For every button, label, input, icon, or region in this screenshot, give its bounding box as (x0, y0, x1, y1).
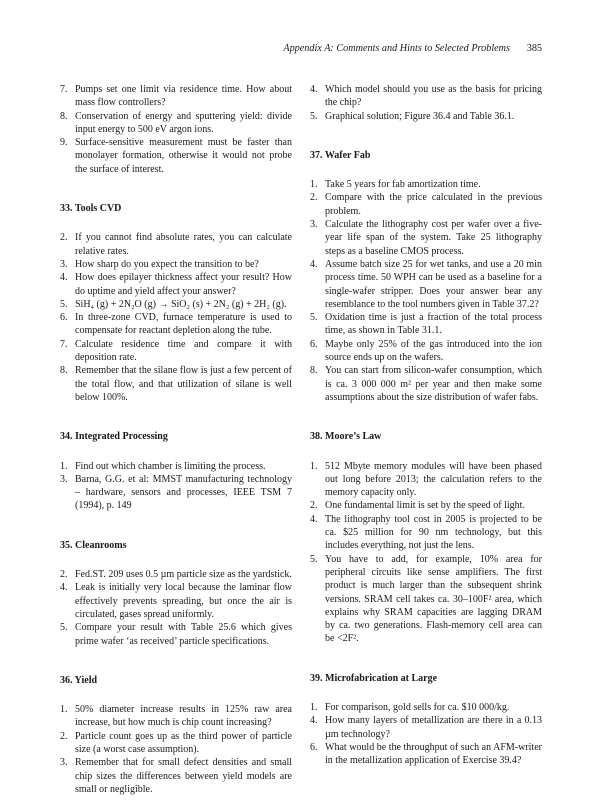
section-heading: 38. Moore’s Law (310, 431, 382, 443)
section-heading: 34. Integrated Processing (60, 431, 168, 443)
problem-item (60, 364, 292, 404)
problem-item (310, 513, 542, 553)
item-text: If you cannot find absolute rates, you can calculate relative rates. (75, 232, 292, 257)
item-text: Graphical solution; Figure 36.4 and Table 36.1. (325, 110, 515, 122)
item-text: Remember that the silane flow is just a few percent of the total flow, and that utilization of silane is well below 100%. (75, 365, 292, 403)
problem-list (60, 83, 292, 176)
item-text: Take 5 years for fab amortization time. (325, 179, 481, 191)
item-number: 3. (60, 473, 68, 485)
right-column (310, 83, 542, 767)
item-text: One fundamental limit is set by the speed of light. (325, 500, 525, 512)
problem-item (60, 298, 292, 311)
problem-item (310, 741, 542, 768)
problem-list (310, 83, 542, 123)
page-number: 385 (526, 43, 542, 54)
item-number: 8. (60, 110, 68, 122)
item-text: 512 Mbyte memory modules will have been phased out long before 2013; the calculation refers to the memory capacity only. (325, 460, 542, 499)
item-number: 5. (310, 312, 318, 324)
problem-list (310, 178, 542, 404)
problem-item (310, 714, 542, 741)
item-text: Remember that for small defect densities and small chip sizes the differences between yield models are small or negligible. (75, 757, 292, 795)
problem-item (60, 83, 292, 110)
item-text: Maybe only 25% of the gas introduced into the ion source ends up on the wafers. (325, 338, 542, 364)
item-text: Compare your result with Table 25.6 which gives prime wafer ‘as received’ particle specifications. (75, 622, 292, 647)
item-text: 50% diameter increase results in 125% raw area increase, but how much is chip count increasing? (75, 704, 292, 729)
problem-list (60, 703, 292, 796)
problem-item (60, 136, 292, 176)
item-text: Oxidation time is just a fraction of the total process time, as shown in Table 31.1. (325, 312, 542, 337)
item-number: 9. (60, 137, 68, 149)
item-number: 1. (60, 704, 68, 716)
item-number: 3. (60, 757, 68, 769)
item-number: 4. (60, 582, 68, 594)
item-number: 6. (60, 312, 68, 324)
problem-list (60, 568, 292, 648)
section (310, 672, 542, 768)
item-text: Conservation of energy and sputtering yield: divide input energy to 500 eV argon ions. (75, 110, 292, 135)
item-number: 4. (310, 513, 318, 525)
item-text: Fed.ST. 209 uses 0.5 µm particle size as the yardstick. (75, 569, 292, 581)
item-text: What would be the throughput of such an AFM-writer in the metallization application of Exercise 39.4? (325, 741, 542, 767)
problem-item (60, 473, 292, 513)
item-number: 3. (60, 258, 68, 270)
problem-item (310, 218, 542, 258)
item-text: Which model should you use as the basis for pricing the chip? (325, 84, 542, 109)
problem-list (60, 460, 292, 513)
problem-item (310, 311, 542, 338)
item-number: 7. (60, 84, 68, 95)
problem-item (60, 568, 292, 581)
problem-item (60, 581, 292, 621)
item-number: 5. (60, 622, 68, 634)
item-text: You can start from silicon-wafer consumption, which is ca. 3 000 000 m² per year and then make some assumptions about the size distribution of wafer fabs. (325, 365, 542, 403)
problem-item (60, 338, 292, 365)
item-number: 6. (310, 338, 318, 350)
item-text: Find out which chamber is limiting the process. (75, 460, 266, 472)
item-text: Assume batch size 25 for wet tanks, and use a 20 min process time. 50 WPH can be used as a baseline for a single-wafer stripper. Does your answer bear any resemblance to the tool numbers given in Table 37.2? (325, 258, 542, 310)
problem-item (60, 110, 292, 137)
item-number: 2. (60, 232, 68, 244)
problem-item (60, 311, 292, 338)
running-title: Appendix A: Comments and Hints to Selected Problems (283, 43, 510, 54)
problem-list (60, 231, 292, 404)
problem-item (310, 178, 542, 191)
item-number: 8. (60, 365, 68, 377)
item-number: 4. (310, 258, 318, 270)
problem-item (310, 258, 542, 311)
item-number: 5. (60, 298, 68, 310)
problem-item (310, 338, 542, 365)
item-text: For comparison, gold sells for ca. $10 000/kg. (325, 701, 510, 713)
section (60, 202, 292, 404)
item-number: 1. (310, 179, 318, 191)
problem-item (60, 703, 292, 730)
section-heading: 37. Wafer Fab (310, 149, 371, 161)
problem-item (60, 730, 292, 757)
section (310, 430, 542, 645)
problem-item (310, 553, 542, 646)
item-text: How sharp do you expect the transition to be? (75, 258, 259, 270)
item-text: In three-zone CVD, furnace temperature is used to compensate for reactant depletion along the tube. (75, 312, 292, 337)
problem-item (310, 460, 542, 500)
section-heading: 33. Tools CVD (60, 203, 122, 215)
item-number: 6. (310, 741, 318, 753)
section-heading: 36. Yield (60, 674, 98, 686)
item-number: 5. (310, 110, 318, 122)
item-number: 1. (310, 701, 318, 713)
section (60, 430, 292, 512)
item-number: 1. (310, 460, 318, 472)
section (60, 674, 292, 796)
item-text: Calculate the lithography cost per wafer over a five-year life span of the system. Take 25 lithography steps as a baseline CMOS process. (325, 219, 542, 257)
item-text: Surface-sensitive measurement must be faster than monolayer formation, otherwise it would not probe the surface of interest. (75, 137, 292, 175)
problem-item (60, 460, 292, 473)
item-text: SiH₄ (g) + 2N₂O (g) → SiO₂ (s) + 2N₂ (g) + 2H₂ (g). (75, 298, 287, 310)
item-number: 2. (310, 500, 318, 512)
item-number: 4. (310, 84, 318, 95)
problem-item (310, 83, 542, 110)
item-number: 2. (60, 730, 68, 742)
problem-item (60, 271, 292, 298)
problem-list (310, 701, 542, 767)
section (310, 149, 542, 404)
item-text: Pumps set one limit via residence time. How about mass flow controllers? (75, 84, 292, 109)
item-text: How many layers of metallization are there in a 0.13 µm technology? (325, 715, 542, 740)
section (60, 539, 292, 648)
item-number: 2. (60, 569, 68, 581)
item-number: 4. (310, 715, 318, 727)
item-text: You have to add, for example, 10% area for peripheral circuits like sense amplifiers. The first product is much larger than the subsequent shrink versions. SRAM cell takes ca. 30–100F² area, which explains why SRAM capacities are lagging DRAM by ca. two generations. Flash-memory cell area can be <2F². (325, 553, 542, 645)
item-text: Compare with the price calculated in the previous problem. (325, 192, 542, 217)
problem-list (310, 460, 542, 646)
section-heading: 35. Cleanrooms (60, 539, 127, 551)
left-column (60, 83, 292, 796)
item-number: 2. (310, 192, 318, 204)
item-text: Particle count goes up as the third power of particle size (a worst case assumption). (75, 730, 292, 755)
item-number: 4. (60, 272, 68, 284)
item-number: 3. (310, 219, 318, 231)
item-text: The lithography tool cost in 2005 is projected to be ca. $25 million for 90 nm technology, but this includes everything, not just the lens. (325, 513, 542, 552)
problem-item (60, 258, 292, 271)
problem-item (310, 110, 542, 123)
item-number: 5. (310, 553, 318, 565)
running-header (60, 43, 542, 57)
item-number: 1. (60, 460, 68, 472)
item-text: Leak is initially very local because the laminar flow effectively prevents spreading, but once the air is circulated, gases spread uniformly. (75, 582, 292, 620)
section-heading: 39. Microfabrication at Large (310, 672, 438, 684)
problem-item (60, 621, 292, 648)
problem-item (310, 364, 542, 404)
problem-item (60, 756, 292, 796)
item-text: Barna, G.G. et al: MMST manufacturing technology – hardware, sensors and processes, IEEE TSM 7 (1994), p. 149 (75, 473, 292, 512)
item-text: How does epilayer thickness affect your result? How do uptime and yield affect your answer? (75, 272, 292, 297)
item-text: Calculate residence time and compare it with deposition rate. (75, 338, 292, 364)
item-number: 8. (310, 365, 318, 377)
problem-item (310, 701, 542, 714)
problem-item (60, 231, 292, 258)
item-number: 7. (60, 338, 68, 350)
problem-item (310, 499, 542, 512)
problem-item (310, 191, 542, 218)
